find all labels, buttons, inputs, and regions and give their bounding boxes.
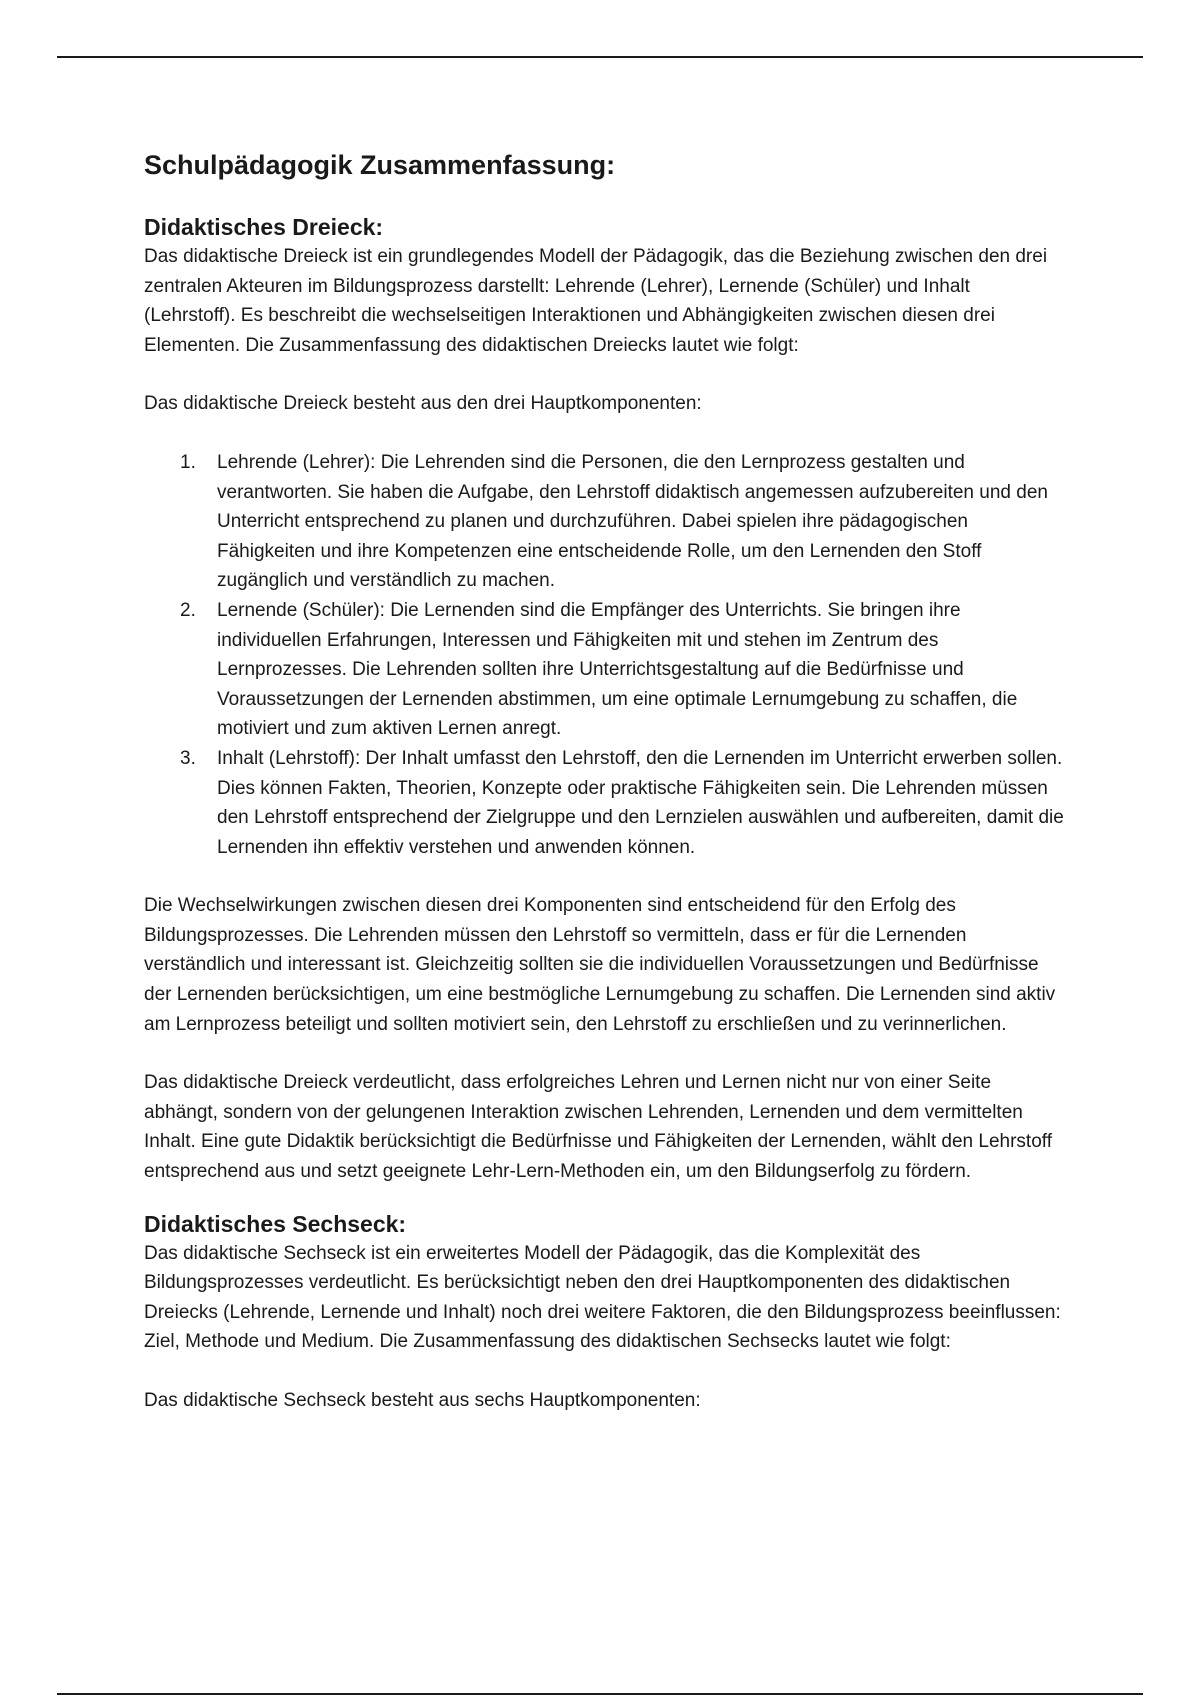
sechseck-lead-paragraph: Das didaktische Sechseck besteht aus sechs Hauptkomponenten: [144, 1390, 701, 1411]
list-item-number: 2. [180, 599, 196, 621]
section-dreieck [144, 212, 1064, 1187]
bottom-rule [57, 1693, 1143, 1695]
list-item [144, 448, 1064, 596]
list-item [144, 744, 1064, 862]
list-item-text: Lernende (Schüler): Die Lernenden sind die Empfänger des Unterrichts. Sie bringen ihre individuellen Erfahrungen, Interessen und Fähigkeiten mit und stehen im Zentrum des Lernprozesses. Die Lehrenden sollten ihre Unterrichtsgestaltung auf die Bedürfnisse und Voraussetzungen der Lernenden abstimmen, um eine optimale Lernumgebung zu schaffen, die motiviert und zum aktiven Lernen anregt. [217, 599, 1018, 740]
list-item-text: Inhalt (Lehrstoff): Der Inhalt umfasst den Lehrstoff, den die Lernenden im Unterricht erwerben sollen. Dies können Fakten, Theorien, Konzepte oder praktische Fähigkeiten sein. Die Lehrenden müssen den Lehrstoff entsprechend der Zielgruppe und den Lernzielen auswählen und aufbereiten, damit die Lernenden ihn effektiv verstehen und anwenden können. [217, 747, 1064, 858]
top-rule [57, 56, 1143, 58]
list-item-number: 1. [180, 451, 196, 473]
dreieck-intro-paragraph: Das didaktische Dreieck ist ein grundlegendes Modell der Pädagogik, das die Beziehung zwischen den drei zentralen Akteuren im Bildungsprozess darstellt: Lehrende (Lehrer), Lernende (Schüler) und Inhalt (Lehrstoff). Es beschreibt die wechselseitigen Interaktionen und Abhängigkeiten zwischen diesen drei Elementen. Die Zusammenfassung des didaktischen Dreiecks lautet wie folgt: [144, 246, 1048, 356]
list-item [144, 596, 1064, 744]
dreieck-components-list [144, 448, 1064, 862]
document-body [144, 148, 1064, 1416]
sechseck-intro-paragraph: Das didaktische Sechseck ist ein erweitertes Modell der Pädagogik, das die Komplexität des Bildungsprozesses verdeutlicht. Es berücksichtigt neben den drei Hauptkomponenten des didaktischen Dreiecks (Lehrende, Lernende und Inhalt) noch drei weitere Faktoren, die den Bildungsprozess beeinflussen: Ziel, Methode und Medium. Die Zusammenfassung des didaktischen Sechsecks lautet wie folgt: [144, 1242, 1061, 1353]
dreieck-conclusion-paragraph: Das didaktische Dreieck verdeutlicht, dass erfolgreiches Lehren und Lernen nicht nur von einer Seite abhängt, sondern von der gelungenen Interaktion zwischen Lehrenden, Lernenden und dem vermittelten Inhalt. Eine gute Didaktik berücksichtigt die Bedürfnisse und Fähigkeiten der Lernenden, wählt den Lehrstoff entsprechend aus und setzt geeignete Lehr-Lern-Methoden ein, um den Bildungserfolg zu fördern. [144, 1072, 1052, 1183]
document-title: Schulpädagogik Zusammenfassung: [144, 150, 616, 180]
section-heading-dreieck: Didaktisches Dreieck: [144, 214, 384, 240]
section-sechseck [144, 1209, 1064, 1416]
section-heading-sechseck: Didaktisches Sechseck: [144, 1210, 407, 1237]
dreieck-lead-paragraph: Das didaktische Dreieck besteht aus den drei Hauptkomponenten: [144, 393, 702, 415]
dreieck-interaction-paragraph: Die Wechselwirkungen zwischen diesen drei Komponenten sind entscheidend für den Erfolg des Bildungsprozesses. Die Lehrenden müssen den Lehrstoff so vermitteln, dass er für die Lernenden verständlich und interessant ist. Gleichzeitig sollten sie die individuellen Voraussetzungen und Bedürfnisse der Lernenden berücksichtigen, um eine bestmögliche Lernumgebung zu schaffen. Die Lernenden sind aktiv am Lernprozess beteiligt und sollten motiviert sein, den Lehrstoff zu erschließen und zu verinnerlichen. [144, 895, 1056, 1035]
list-item-number: 3. [180, 747, 196, 769]
list-item-text: Lehrende (Lehrer): Die Lehrenden sind die Personen, die den Lernprozess gestalten und verantworten. Sie haben die Aufgabe, den Lehrstoff didaktisch angemessen aufzubereiten und den Unterricht entsprechend zu planen und durchzuführen. Dabei spielen ihre pädagogischen Fähigkeiten und ihre Kompetenzen eine entscheidende Rolle, um den Lernenden den Stoff zugänglich und verständlich zu machen. [217, 451, 1048, 592]
